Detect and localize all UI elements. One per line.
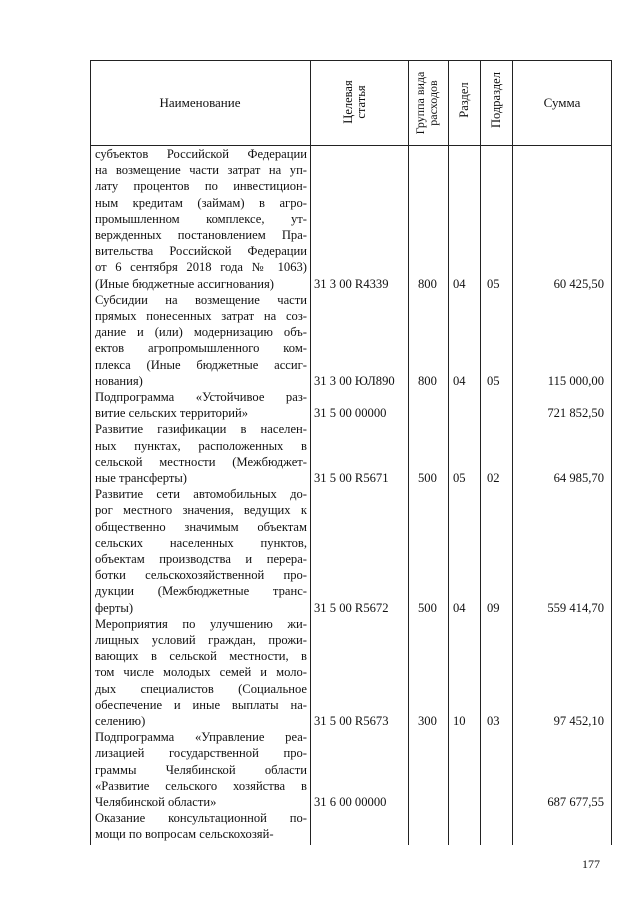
row-name-line: лату процентов по инвестицион- — [95, 179, 307, 194]
row-name — [95, 421, 307, 486]
row-name-line: витие сельских территорий» — [95, 406, 249, 421]
header-amount: Сумма — [543, 95, 581, 110]
row-name-line: мощи по вопросам сельскохозяй- — [95, 827, 274, 842]
row-name — [95, 810, 307, 842]
row-name — [95, 616, 307, 729]
row-name-line: ботки сельскохозяйственной про- — [95, 568, 307, 583]
row-amount: 64 985,70 — [553, 471, 604, 485]
row-name-line: (Иные бюджетные ассигнования) — [95, 276, 274, 291]
row-target-article: 31 3 00 R4339 — [314, 276, 389, 291]
header-expense-group: Группа вида расходов — [413, 71, 440, 135]
row-target-article: 31 5 00 R5672 — [314, 600, 389, 615]
row-name-line: нования) — [95, 373, 143, 388]
row-name-line: общественно значимым объектам — [95, 519, 307, 534]
row-amount: 60 425,50 — [553, 276, 604, 291]
row-name-line: прямых понесенных затрат на соз- — [95, 309, 307, 323]
row-name — [95, 729, 307, 810]
row-name-line: вающих в сельской местности, в — [95, 649, 307, 664]
row-expense-group: 300 — [418, 714, 437, 728]
row-expense-group: 500 — [418, 471, 437, 485]
column-divider — [512, 60, 513, 845]
row-name-line: дукции (Межбюджетные транс- — [95, 584, 307, 599]
header-section: Раздел — [457, 82, 471, 118]
row-name-line: Развитие сети автомобильных до- — [95, 487, 307, 502]
row-amount: 721 852,50 — [547, 406, 604, 421]
row-section: 05 — [453, 471, 466, 485]
row-expense-group: 800 — [418, 276, 437, 291]
row-section: 04 — [453, 600, 466, 615]
row-name-line: ные трансферты) — [95, 471, 188, 485]
row-name-line: промышленном комплексе, ут- — [95, 211, 307, 226]
row-name-line: лищных условий граждан, прожи- — [95, 633, 307, 647]
row-expense-group: 800 — [418, 373, 437, 388]
row-name-line: лизацией государственной про- — [95, 746, 307, 761]
row-name — [95, 486, 307, 616]
row-amount: 559 414,70 — [547, 600, 604, 615]
row-amount: 687 677,55 — [547, 795, 604, 809]
row-name-line: ектов агропромышленного ком- — [95, 341, 307, 356]
row-section: 04 — [453, 276, 466, 291]
row-target-article: 31 6 00 00000 — [314, 795, 387, 809]
row-amount: 97 452,10 — [553, 714, 604, 728]
row-target-article: 31 5 00 R5673 — [314, 714, 389, 728]
column-divider — [408, 60, 409, 845]
row-name — [95, 292, 307, 389]
row-target-article: 31 5 00 R5671 — [314, 471, 389, 485]
row-name-line: том числе молодых семей и моло- — [95, 665, 307, 680]
row-target-article: 31 3 00 ЮЛ890 — [314, 373, 395, 388]
row-name-line: граммы Челябинской области — [95, 762, 307, 777]
row-section: 10 — [453, 714, 466, 728]
page-number: 177 — [582, 857, 600, 871]
row-name-line: сельских населенных пунктов, — [95, 535, 307, 550]
row-name-line: Подпрограмма «Устойчивое раз- — [95, 390, 307, 404]
row-name-line: сельской местности (Межбюджет- — [95, 454, 307, 469]
row-section: 04 — [453, 373, 466, 388]
row-name-line: вительства Российской Федерации — [95, 244, 307, 259]
row-name-line: от 6 сентября 2018 года № 1063) — [95, 260, 307, 275]
header-name: Наименование — [159, 95, 241, 110]
row-name-line: ным кредитам (займам) в агро- — [95, 195, 307, 210]
row-subsection: 05 — [487, 373, 500, 388]
row-subsection: 05 — [487, 276, 500, 291]
row-subsection: 09 — [487, 600, 500, 615]
row-name-line: вержденных постановлением Пра- — [95, 228, 307, 243]
column-divider — [480, 60, 481, 845]
row-subsection: 03 — [487, 714, 500, 728]
row-name-line: ферты) — [95, 600, 134, 615]
row-name-line: рог местного значения, ведущих к — [95, 503, 307, 518]
row-target-article: 31 5 00 00000 — [314, 406, 387, 421]
row-amount: 115 000,00 — [547, 373, 604, 388]
header-subsection: Подраздел — [489, 72, 503, 128]
row-name-line: объектам производства и перера- — [95, 552, 307, 566]
row-name-line: обеспечение и иные выплаты на- — [95, 697, 307, 712]
row-name-line: ных пунктах, расположенных в — [95, 438, 307, 453]
row-name-line: на возмещение части затрат на уп- — [95, 163, 307, 178]
header-target-article: Целевая статья — [341, 80, 368, 124]
row-name — [95, 389, 307, 421]
row-name-line: Подпрограмма «Управление реа- — [95, 730, 307, 745]
row-name-line: Субсидии на возмещение части — [95, 292, 307, 307]
row-name-line: Оказание консультационной по- — [95, 811, 307, 826]
row-name-line: дание и (или) модернизацию объ- — [95, 325, 307, 340]
row-subsection: 02 — [487, 471, 500, 485]
row-name-line: Челябинской области» — [95, 795, 217, 809]
row-name-line: субъектов Российской Федерации — [95, 147, 307, 161]
row-name-line: Мероприятия по улучшению жи- — [95, 616, 307, 631]
row-name-line: дых специалистов (Социальное — [95, 681, 307, 696]
row-name-line: плекса (Иные бюджетные ассиг- — [95, 357, 307, 372]
column-divider — [448, 60, 449, 845]
row-name-line: «Развитие сельского хозяйства в — [95, 778, 307, 793]
row-name — [95, 146, 307, 292]
row-expense-group: 500 — [418, 600, 437, 615]
column-divider — [310, 60, 311, 845]
row-name-line: селению) — [95, 714, 146, 729]
row-name-line: Развитие газификации в населен- — [95, 422, 307, 437]
